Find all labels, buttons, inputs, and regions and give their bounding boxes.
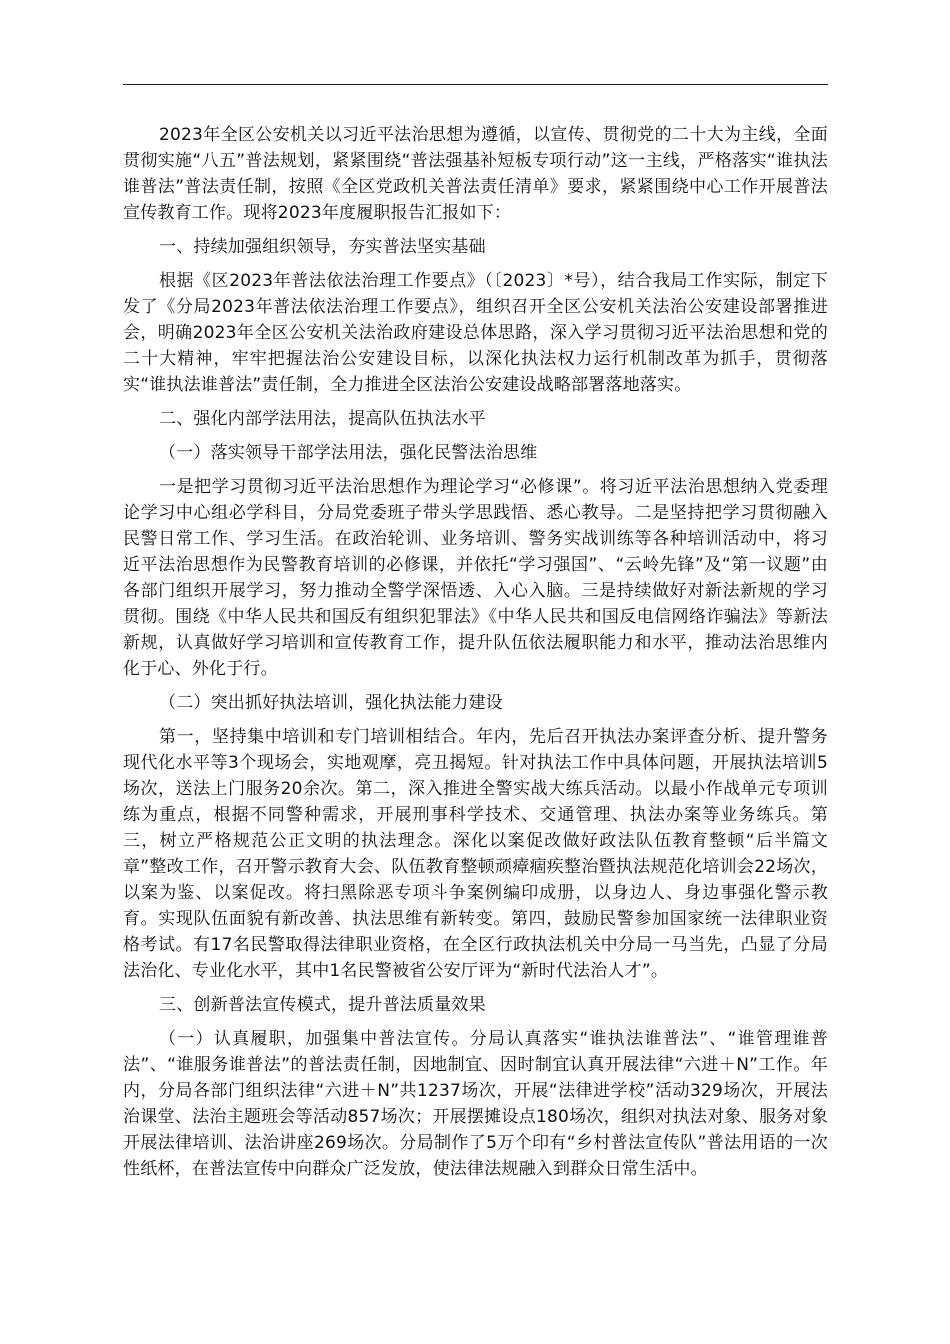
header-rule [123, 84, 828, 85]
subsection-heading-2-1: （一）落实领导干部学法用法，强化民警法治思维 [159, 443, 538, 463]
section-heading-1: 一、持续加强组织领导，夯实普法坚实基础 [159, 237, 486, 257]
section-3-paragraph: （一）认真履职，加强集中普法宣传。分局认真落实“谁执法谁普法”、“谁管理谁普法”、“谁服务谁普法”的普法责任制，因地制宜、因时制宜认真开展法律“六进＋N”工作。年内，分局各部门组织法律“六进＋N”共1237场次，开展“法律进学校”活动329场次，开展法治课堂、法治主题班会等活动857场次；开展摆摊设点180场次，组织对执法对象、服务对象开展法律培训、法治讲座269场次。分局制作了5万个印有“乡村普法宣传队”普法用语的一次性纸杯，在普法宣传中向群众广泛发放，使法律法规融入到群众日常生活中。 [123, 1029, 828, 1179]
intro-paragraph: 2023年全区公安机关以习近平法治思想为遵循，以宣传、贯彻党的二十大为主线，全面贯彻实施“八五”普法规划，紧紧围绕“普法强基补短板专项行动”这一主线，严格落实“谁执法谁普法”普法责任制，按照《全区党政机关普法责任清单》要求，紧紧围绕中心工作开展普法宣传教育工作。现将2023年度履职报告汇报如下： [123, 125, 828, 223]
subsection-2-2-paragraph: 第一，坚持集中培训和专门培训相结合。年内，先后召开执法办案评查分析、提升警务现代化水平等3个现场会，实地观摩，亮丑揭短。针对执法工作中具体问题，开展执法培训5场次，送法上门服务20余次。第二，深入推进全警实战大练兵活动。以最小作战单元专项训练为重点，根据不同警种需求，开展刑事科学技术、交通管理、执法办案等业务练兵。第三，树立严格规范公正文明的执法理念。深化以案促改做好政法队伍教育整顿“后半篇文章”整改工作，召开警示教育大会、队伍教育整顿顽瘴痼疾整治暨执法规范化培训会22场次，以案为鉴、以案促改。将扫黑除恶专项斗争案例编印成册，以身边人、身边事强化警示教育。实现队伍面貌有新改善、执法思维有新转变。第四，鼓励民警参加国家统一法律职业资格考试。有17名民警取得法律职业资格，在全区行政执法机关中分局一马当先，凸显了分局法治化、专业化水平，其中1名民警被省公安厅评为“新时代法治人才”。 [123, 727, 828, 981]
document-body [123, 122, 828, 1190]
subsection-2-1-paragraph: 一是把学习贯彻习近平法治思想作为理论学习“必修课”。将习近平法治思想纳入党委理论学习中心组必学科目，分局党委班子带头学思践悟、悉心教导。二是坚持把学习贯彻融入民警日常工作、学习生活。在政治轮训、业务培训、警务实战训练等各种培训活动中，将习近平法治思想作为民警教育培训的必修课，并依托“学习强国”、“云岭先锋”及“第一议题”由各部门组织开展学习，努力推动全警学深悟透、入心入脑。三是持续做好对新法新规的学习贯彻。围绕《中华人民共和国反有组织犯罪法》《中华人民共和国反电信网络诈骗法》等新法新规，认真做好学习培训和宣传教育工作，提升队伍依法履职能力和水平，推动法治思维内化于心、外化于行。 [123, 477, 828, 679]
subsection-heading-2-2: （二）突出抓好执法培训，强化执法能力建设 [159, 693, 503, 713]
section-heading-3: 三、创新普法宣传模式，提升普法质量效果 [159, 995, 486, 1015]
section-1-paragraph: 根据《区2023年普法依法治理工作要点》（〔2023〕*号），结合我局工作实际，制定下发了《分局2023年普法依法治理工作要点》，组织召开全区公安机关法治公安建设部署推进会，明确2023年全区公安机关法治政府建设总体思路，深入学习贯彻习近平法治思想和党的二十大精神，牢牢把握法治公安建设目标，以深化执法权力运行机制改革为抓手，贯彻落实“谁执法谁普法”责任制，全力推进全区法治公安建设战略部署落地落实。 [123, 271, 828, 395]
section-heading-2: 二、强化内部学法用法，提高队伍执法水平 [159, 409, 486, 429]
